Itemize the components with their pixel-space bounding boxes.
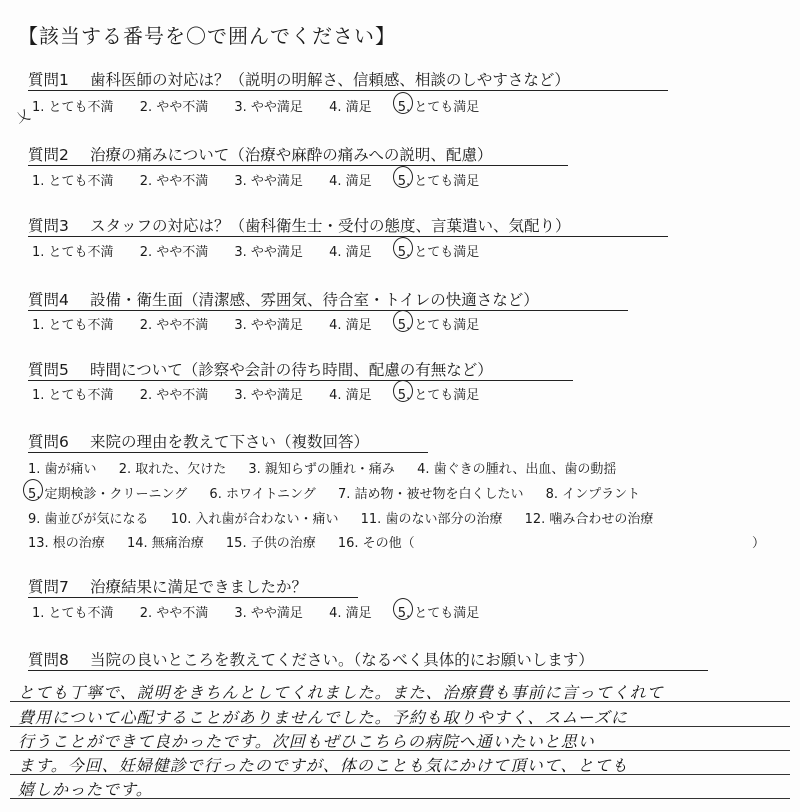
q6-option-14[interactable]: 14. 無痛治療 bbox=[126, 536, 204, 551]
question-8-text: 当院の良いところを教えてください。（なるべく具体的にお願いします） bbox=[90, 651, 594, 669]
q7-option-3[interactable]: 3. やや満足 bbox=[234, 606, 303, 621]
q2-option-4[interactable]: 4. 満足 bbox=[329, 174, 372, 189]
margin-handwritten-mark: 乂 bbox=[14, 107, 33, 127]
q2-option-1[interactable]: 1. とても不満 bbox=[32, 174, 114, 189]
q5-option-3[interactable]: 3. やや満足 bbox=[234, 388, 303, 403]
q7-option-4[interactable]: 4. 満足 bbox=[329, 606, 372, 621]
q1-option-3[interactable]: 3. やや満足 bbox=[234, 100, 303, 115]
q8-answer-line-2: 費用について心配することがありませんでした。予約も取りやすく、スムーズに bbox=[18, 708, 628, 727]
q8-answer-line-4: ます。今回、妊婦健診で行ったのですが、体のことも気にかけて頂いて、とても bbox=[18, 756, 629, 775]
q6-option-2[interactable]: 2. 取れた、欠けた bbox=[118, 462, 227, 477]
question-3-options bbox=[32, 241, 501, 260]
question-6-row-3 bbox=[28, 508, 671, 527]
q4-option-2[interactable]: 2. やや不満 bbox=[139, 318, 209, 333]
q5-option-2[interactable]: 2. やや不満 bbox=[139, 388, 209, 403]
q6-option-13[interactable]: 13. 根の治療 bbox=[28, 536, 105, 551]
q5-option-1[interactable]: 1. とても不満 bbox=[32, 388, 114, 403]
q6-option-5-selected[interactable]: 5. 定期検診・クリーニング bbox=[28, 483, 187, 502]
q4-option-4[interactable]: 4. 満足 bbox=[329, 318, 372, 333]
q5-option-4[interactable]: 4. 満足 bbox=[329, 388, 372, 403]
q8-answer-line-1: とても丁寧で、説明をきちんとしてくれました。また、治療費も事前に言ってくれて bbox=[18, 683, 664, 702]
q3-option-5-selected[interactable]: 5. とても満足 bbox=[398, 241, 480, 260]
question-5-underline bbox=[28, 380, 573, 381]
question-5 bbox=[28, 358, 493, 380]
q3-option-4[interactable]: 4. 満足 bbox=[329, 245, 372, 260]
q6-option-3[interactable]: 3. 親知らずの腫れ・痛み bbox=[248, 462, 395, 477]
q5-option-5-selected[interactable]: 5. とても満足 bbox=[398, 384, 480, 403]
question-4-label: 質問4 bbox=[28, 291, 69, 309]
q6-option-4[interactable]: 4. 歯ぐきの腫れ、出血、歯の動揺 bbox=[417, 462, 617, 477]
q7-option-2[interactable]: 2. やや不満 bbox=[139, 606, 209, 621]
q4-option-1[interactable]: 1. とても不満 bbox=[32, 318, 114, 333]
q3-option-3[interactable]: 3. やや満足 bbox=[234, 245, 303, 260]
question-6 bbox=[28, 430, 369, 452]
question-7-options bbox=[32, 602, 501, 621]
question-6-row-2 bbox=[28, 483, 658, 502]
q7-option-5-selected[interactable]: 5. とても満足 bbox=[398, 602, 480, 621]
question-6-label: 質問6 bbox=[28, 433, 69, 451]
q2-option-5-selected[interactable]: 5. とても満足 bbox=[398, 170, 480, 189]
q6-option-15[interactable]: 15. 子供の治療 bbox=[225, 536, 316, 551]
q6-option-1[interactable]: 1. 歯が痛い bbox=[28, 462, 97, 477]
q7-option-1[interactable]: 1. とても不満 bbox=[32, 606, 114, 621]
q6-option-9[interactable]: 9. 歯並びが気になる bbox=[28, 512, 149, 527]
question-3-text: スタッフの対応は？（歯科衛生士・受付の態度、言葉遣い、気配り） bbox=[90, 217, 571, 235]
q1-option-2[interactable]: 2. やや不満 bbox=[139, 100, 209, 115]
question-4-text: 設備・衛生面（清潔感、雰囲気、待合室・トイレの快適さなど） bbox=[90, 291, 539, 309]
question-7-text: 治療結果に満足できましたか？ bbox=[90, 578, 308, 596]
question-6-underline bbox=[28, 452, 428, 453]
q6-other-close-paren: ） bbox=[752, 536, 766, 551]
question-6-row-4 bbox=[28, 532, 433, 551]
question-3 bbox=[28, 214, 571, 236]
question-7 bbox=[28, 575, 307, 597]
q6-option-11[interactable]: 11. 歯のない部分の治療 bbox=[360, 512, 503, 527]
question-1-label: 質問1 bbox=[28, 71, 69, 89]
q6-option-12[interactable]: 12. 噛み合わせの治療 bbox=[524, 512, 654, 527]
question-6-text: 来院の理由を教えて下さい（複数回答） bbox=[90, 433, 370, 451]
q2-option-3[interactable]: 3. やや満足 bbox=[234, 174, 303, 189]
q4-option-5-selected[interactable]: 5. とても満足 bbox=[398, 314, 480, 333]
q1-option-5-selected[interactable]: 5. とても満足 bbox=[398, 96, 480, 115]
q6-option-6[interactable]: 6. ホワイトニング bbox=[209, 487, 316, 502]
q6-option-8[interactable]: 8. インプラント bbox=[545, 487, 641, 502]
q8-answer-line-5: 嬉しかったです。 bbox=[18, 780, 153, 799]
q3-option-2[interactable]: 2. やや不満 bbox=[139, 245, 209, 260]
question-8-label: 質問8 bbox=[28, 651, 69, 669]
question-7-label: 質問7 bbox=[28, 578, 69, 596]
question-2-label: 質問2 bbox=[28, 146, 69, 164]
question-2-text: 治療の痛みについて（治療や麻酔の痛みへの説明、配慮） bbox=[90, 146, 493, 164]
question-5-options bbox=[32, 384, 501, 403]
question-4 bbox=[28, 288, 539, 310]
q6-option-7[interactable]: 7. 詰め物・被せ物を白くしたい bbox=[337, 487, 524, 502]
question-1-text: 歯科医師の対応は？（説明の明解さ、信頼感、相談のしやすさなど） bbox=[90, 71, 570, 89]
question-8 bbox=[28, 648, 594, 670]
question-2 bbox=[28, 143, 492, 165]
question-7-underline bbox=[28, 597, 358, 598]
question-2-underline bbox=[28, 165, 568, 166]
q3-option-1[interactable]: 1. とても不満 bbox=[32, 245, 114, 260]
question-4-options bbox=[32, 314, 501, 333]
q4-option-3[interactable]: 3. やや満足 bbox=[234, 318, 303, 333]
question-3-underline bbox=[28, 236, 668, 237]
question-1-underline bbox=[28, 90, 668, 91]
question-8-underline bbox=[28, 670, 708, 671]
question-3-label: 質問3 bbox=[28, 217, 69, 235]
q8-answer-line-3: 行うことができて良かったです。次回もぜひこちらの病院へ通いたいと思い bbox=[18, 732, 595, 751]
question-1-options bbox=[32, 96, 501, 115]
question-4-underline bbox=[28, 310, 628, 311]
q1-option-1[interactable]: 1. とても不満 bbox=[32, 100, 114, 115]
q6-option-16[interactable]: 16. その他（ bbox=[337, 536, 415, 551]
q1-option-4[interactable]: 4. 満足 bbox=[329, 100, 372, 115]
q6-option-10[interactable]: 10. 入れ歯が合わない・痛い bbox=[170, 512, 339, 527]
question-5-text: 時間について（診察や会計の待ち時間、配慮の有無など） bbox=[90, 361, 493, 379]
question-1 bbox=[28, 68, 570, 90]
q2-option-2[interactable]: 2. やや不満 bbox=[139, 174, 209, 189]
question-6-row-1 bbox=[28, 458, 634, 477]
question-2-options bbox=[32, 170, 501, 189]
question-5-label: 質問5 bbox=[28, 361, 69, 379]
instruction-title: 【該当する番号を〇で囲んでください】 bbox=[18, 24, 396, 48]
